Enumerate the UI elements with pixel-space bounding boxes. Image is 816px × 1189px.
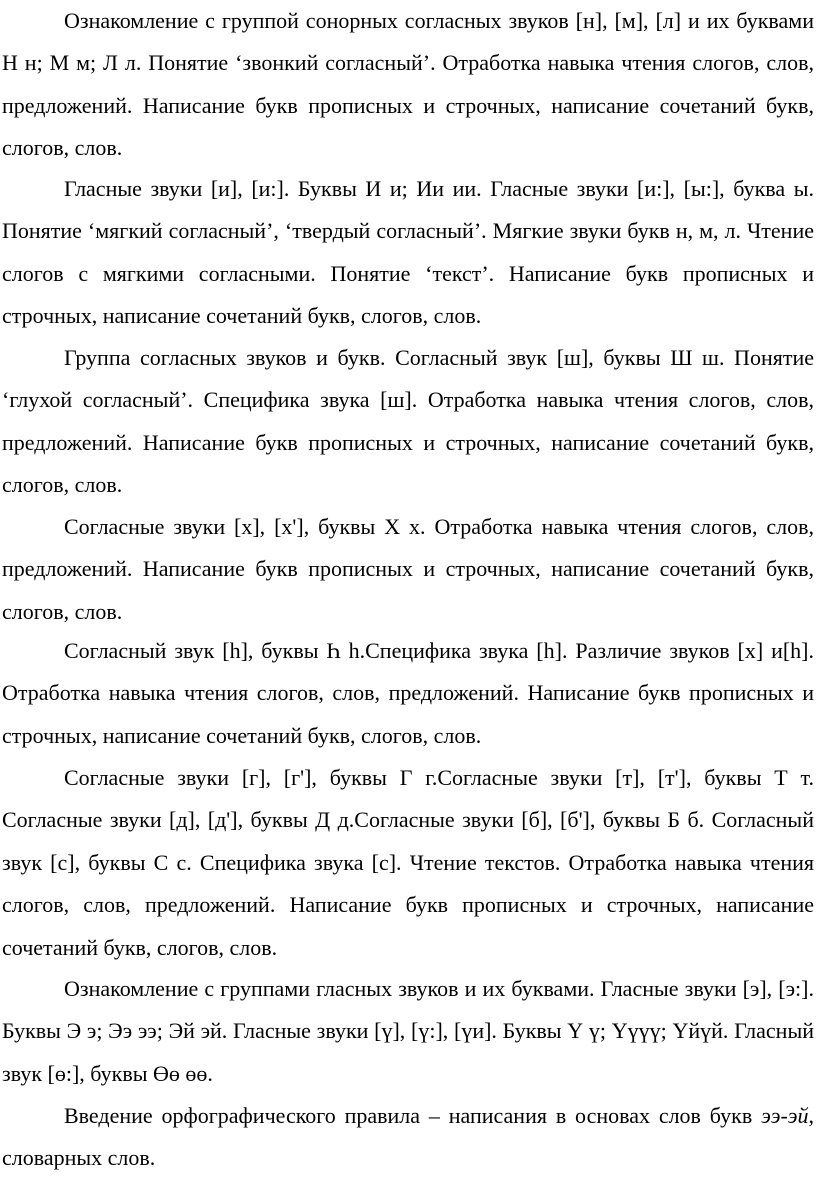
- paragraph-consonant-sh: Группа согласных звуков и букв. Согласный звук [ш], буквы Ш ш. Понятие ‘глухой согласный’. Специфика звука [ш]. Отработка навыка чтения слогов, слов, предложений. Написание букв прописных и строчных, написание сочетаний букв, слогов, слов.: [2, 345, 814, 498]
- paragraph-consonant-kh: Согласные звуки [х], [х'], буквы Х х. Отработка навыка чтения слогов, слов, предложений. Написание букв прописных и строчных, написание сочетаний букв, слогов, слов.: [2, 514, 814, 624]
- spelling-rule-italic: ээ-эй: [761, 1103, 809, 1128]
- paragraph-vowels-i: Гласные звуки [и], [и:]. Буквы И и; Ии ии. Гласные звуки [и:], [ы:], буква ы. Понятие ‘мягкий согласный’, ‘твердый согласный’. Мягкие звуки букв н, м, л. Чтение слогов с мягкими согласными. Понятие ‘текст’. Написание букв прописных и строчных, написание сочетаний букв, слогов, слов.: [2, 176, 814, 329]
- paragraph-vowel-groups: Ознакомление с группами гласных звуков и их буквами. Гласные звуки [э], [э:]. Буквы Э э; Ээ ээ; Эй эй. Гласные звуки [ү], [ү:], [үи]. Буквы Ү ү; Үүүү; Үйүй. Гласный звук [ө:], буквы Өө өө.: [2, 976, 814, 1086]
- paragraph-consonants-g-t-d-b-s: Согласные звуки [г], [г'], буквы Г г.Согласные звуки [т], [т'], буквы Т т. Согласные звуки [д], [д'], буквы Д д.Согласные звуки [б], [б'], буквы Б б. Согласный звук [с], буквы С с. Специфика звука [с]. Чтение текстов. Отработка навыка чтения слогов, слов, предложений. Написание букв прописных и строчных, написание сочетаний букв, слогов, слов.: [2, 765, 814, 960]
- paragraph-spelling-rule: [0, 1095, 816, 1180]
- paragraph-consonant-h: Согласный звук [һ], буквы Һ һ.Специфика звука [һ]. Различие звуков [х] и[һ]. Отработка навыка чтения слогов, слов, предложений. Написание букв прописных и строчных, написание сочетаний букв, слогов, слов.: [2, 638, 814, 748]
- spelling-rule-tail: , словарных слов.: [2, 1103, 814, 1171]
- spelling-rule-lead: Введение орфографического правила – написания в основах слов букв: [64, 1103, 762, 1128]
- paragraph-sonorant-consonants: Ознакомление с группой сонорных согласных звуков [н], [м], [л] и их буквами Н н; М м; Л л. Понятие ‘звонкий согласный’. Отработка навыка чтения слогов, слов, предложений. Написание букв прописных и строчных, написание сочетаний букв, слогов, слов.: [2, 8, 814, 161]
